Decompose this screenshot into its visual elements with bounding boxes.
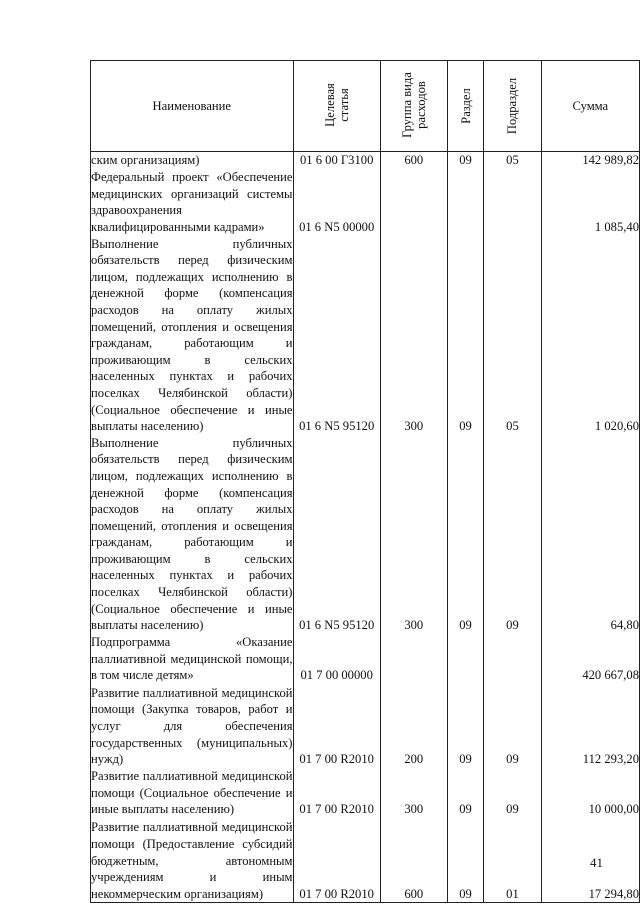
row-target: 01 6 N5 95120 — [293, 435, 380, 634]
row-name: Выполнение публичных обязательств перед физическим лицом, подлежащих исполнению в денежной форме (компенсация расходов на оплату жилых помещений, отопления и освещения гражданам, работающим и проживающим в сельских населенных пунктах и рабочих поселках Челябинской области) (Социальное обеспечение и иные выплаты населению) — [91, 435, 293, 633]
row-section: 09 — [447, 818, 484, 903]
row-group: 300 — [380, 435, 447, 634]
row-section: 09 — [447, 768, 484, 818]
row-group — [380, 169, 447, 236]
row-section: 09 — [447, 236, 484, 435]
row-target: 01 6 00 Г3100 — [293, 152, 380, 169]
table-row — [91, 169, 640, 236]
table-row — [91, 684, 640, 768]
table-row — [91, 818, 640, 903]
row-target: 01 7 00 R2010 — [293, 818, 380, 903]
row-subsection: 09 — [484, 768, 541, 818]
row-subsection — [484, 169, 541, 236]
header-section: Раздел — [447, 61, 484, 152]
row-sum: 420 667,08 — [541, 634, 639, 684]
row-group: 300 — [380, 768, 447, 818]
table-row — [91, 152, 640, 169]
row-sum: 112 293,20 — [541, 684, 639, 768]
budget-table — [90, 60, 640, 903]
header-sum: Сумма — [541, 61, 639, 152]
row-subsection: 05 — [484, 152, 541, 169]
header-subsection: Подраздел — [484, 61, 541, 152]
row-name: Развитие паллиативной медицинской помощи (Социальное обеспечение и иные выплаты населению) — [91, 769, 293, 817]
row-name: Федеральный проект «Обеспечение медицинских организаций системы здравоохранения квалифицированными кадрами» — [91, 170, 293, 234]
row-sum: 142 989,82 — [541, 152, 639, 169]
header-group: Группа вида расходов — [380, 61, 447, 152]
row-target: 01 7 00 00000 — [293, 634, 380, 684]
row-group: 600 — [380, 152, 447, 169]
row-subsection — [484, 634, 541, 684]
table-row — [91, 236, 640, 435]
page-number: 41 — [590, 855, 603, 870]
row-section: 09 — [447, 435, 484, 634]
row-group: 600 — [380, 818, 447, 903]
row-target: 01 6 N5 00000 — [293, 169, 380, 236]
row-sum: 17 294,80 — [541, 818, 639, 903]
table-row — [91, 634, 640, 684]
row-section: 09 — [447, 684, 484, 768]
row-subsection: 09 — [484, 684, 541, 768]
row-name: Подпрограмма «Оказание паллиативной медицинской помощи, в том числе детям» — [91, 635, 293, 683]
row-subsection: 05 — [484, 236, 541, 435]
row-section — [447, 169, 484, 236]
row-sum: 1 020,60 — [541, 236, 639, 435]
row-target: 01 7 00 R2010 — [293, 684, 380, 768]
row-section: 09 — [447, 152, 484, 169]
row-section — [447, 634, 484, 684]
row-group: 200 — [380, 684, 447, 768]
row-sum: 10 000,00 — [541, 768, 639, 818]
row-target: 01 7 00 R2010 — [293, 768, 380, 818]
table-row — [91, 435, 640, 634]
row-subsection: 01 — [484, 818, 541, 903]
table-header-row — [91, 61, 640, 152]
table-row — [91, 768, 640, 818]
row-name: Развитие паллиативной медицинской помощи (Предоставление субсидий бюджетным, автономным учреждениям и иным некоммерческим организациям) — [91, 818, 294, 903]
row-name: ским организациям) — [91, 152, 294, 169]
header-target: Целевая статья — [293, 61, 380, 152]
row-target: 01 6 N5 95120 — [293, 236, 380, 435]
row-sum: 64,80 — [541, 435, 639, 634]
row-name: Развитие паллиативной медицинской помощи (Закупка товаров, работ и услуг для обеспечения государственных (муниципальных) нужд) — [91, 684, 294, 768]
row-name: Выполнение публичных обязательств перед физическим лицом, подлежащих исполнению в денежной форме (компенсация расходов на оплату жилых помещений, отопления и освещения гражданам, работающим и проживающим в сельских населенных пунктах и рабочих поселках Челябинской области) (Социальное обеспечение и иные выплаты населению) — [91, 236, 293, 434]
header-name: Наименование — [91, 61, 294, 152]
row-group: 300 — [380, 236, 447, 435]
row-subsection: 09 — [484, 435, 541, 634]
row-group — [380, 634, 447, 684]
row-sum: 1 085,40 — [541, 169, 639, 236]
